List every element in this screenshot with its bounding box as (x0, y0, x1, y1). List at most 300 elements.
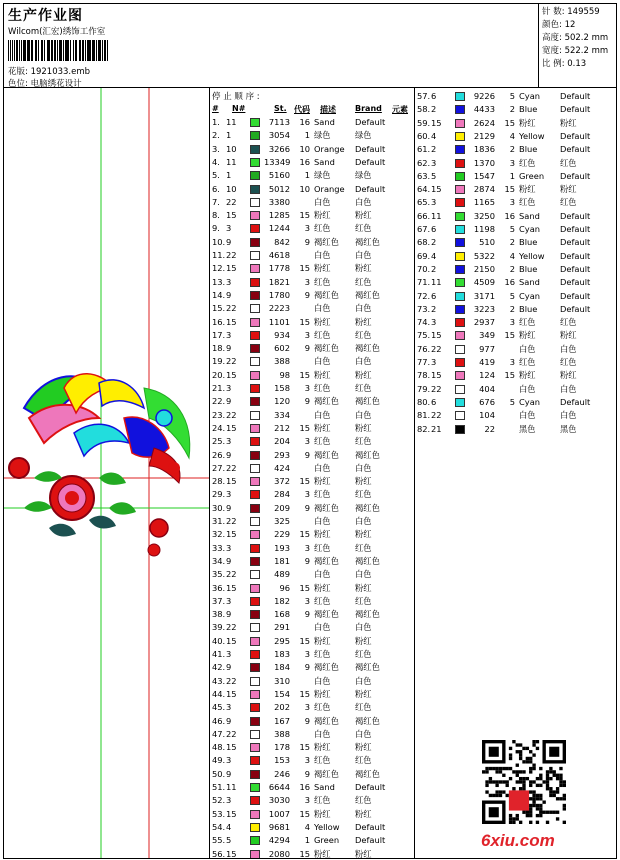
stop-number: 16. (212, 316, 226, 327)
qr-module (502, 790, 505, 793)
barcode-bar (19, 40, 20, 61)
stitch-count: 96 (279, 582, 290, 593)
color-description: Sand (314, 782, 335, 792)
qr-module (516, 814, 519, 817)
qr-module (542, 811, 545, 814)
color-description: 白色 (314, 569, 331, 580)
needle-number: 15 (226, 476, 237, 487)
barcode-bar (105, 40, 106, 61)
stop-row (417, 276, 617, 289)
color-description: 白色 (314, 356, 331, 367)
stitch-count: 388 (274, 356, 290, 367)
needle-number: 3 (226, 329, 232, 340)
color-brand: 褐红色 (355, 449, 380, 460)
needle-number: 10 (226, 183, 237, 194)
stop-row (212, 715, 412, 728)
color-description: 红色 (314, 223, 331, 234)
color-code: 15 (299, 369, 310, 380)
qr-module (519, 777, 522, 780)
color-brand: Default (355, 156, 386, 167)
stop-sequence-label: 停 止 顺 序 : (212, 92, 260, 102)
qr-module (519, 780, 522, 783)
qr-module (506, 784, 509, 787)
color-brand: 粉红 (560, 184, 577, 195)
qr-module (512, 817, 515, 820)
needle-number: 22 (226, 356, 237, 367)
color-code: 16 (299, 156, 310, 167)
stop-number: 50. (212, 768, 226, 779)
stop-row (212, 289, 412, 302)
qr-module (556, 787, 559, 790)
color-brand: 粉红 (560, 330, 577, 341)
stitch-count: 325 (274, 516, 290, 526)
color-swatch (250, 823, 260, 832)
color-brand: 红色 (355, 755, 372, 766)
color-brand: 白色 (560, 343, 577, 354)
color-brand: Default (355, 183, 386, 194)
qr-module (512, 787, 515, 790)
color-brand: Default (355, 782, 386, 792)
stop-row (417, 210, 617, 223)
color-code: 9 (304, 236, 310, 247)
stop-row (212, 276, 412, 289)
qr-module (536, 797, 539, 800)
color-swatch (250, 490, 260, 499)
stop-number: 25. (212, 436, 226, 447)
color-description: Sand (314, 117, 335, 127)
color-brand: 粉红 (355, 369, 372, 380)
stop-row (417, 329, 617, 342)
color-description: 粉红 (314, 369, 331, 380)
qr-finder (489, 807, 499, 817)
color-swatch (250, 756, 260, 765)
stop-row (212, 222, 412, 235)
color-description: 粉红 (314, 263, 331, 274)
color-swatch (250, 238, 260, 247)
stop-row (212, 116, 412, 129)
color-code: 2 (509, 144, 515, 155)
qr-module (529, 757, 532, 760)
color-swatch (250, 411, 260, 420)
qr-module (536, 784, 539, 787)
stop-row (212, 648, 412, 661)
stitch-count: 120 (274, 396, 290, 407)
stop-row (212, 794, 412, 807)
stitch-count: 181 (274, 555, 290, 566)
color-brand: 褐红色 (355, 236, 380, 247)
stop-number: 80. (417, 396, 431, 407)
qr-module (519, 750, 522, 753)
barcode (8, 40, 110, 61)
qr-module (509, 814, 512, 817)
color-code: 9 (304, 289, 310, 300)
qr-module (482, 770, 485, 773)
color-code: 15 (299, 316, 310, 327)
color-swatch (455, 371, 465, 380)
qr-module (539, 777, 542, 780)
stitch-count: 3030 (268, 795, 290, 806)
qr-module (532, 794, 535, 797)
color-description: 红色 (314, 755, 331, 766)
qr-module (502, 774, 505, 777)
qr-module (539, 804, 542, 807)
stitch-count: 3223 (473, 303, 495, 314)
stitch-count: 6644 (268, 782, 290, 792)
qr-module (539, 774, 542, 777)
color-code: 15 (504, 117, 515, 128)
color-swatch (250, 783, 260, 792)
color-brand: 粉红 (355, 476, 372, 487)
color-swatch (455, 185, 465, 194)
stop-row (212, 355, 412, 368)
needle-number: 11 (226, 782, 237, 792)
stop-row (212, 555, 412, 568)
qr-module (485, 780, 488, 783)
qr-module (502, 767, 505, 770)
qr-module (519, 753, 522, 756)
color-swatch (250, 637, 260, 646)
needle-number: 5 (431, 170, 437, 181)
qr-module (539, 767, 542, 770)
needle-number: 15 (431, 370, 442, 381)
color-code: 4 (304, 821, 310, 832)
qr-module (532, 767, 535, 770)
color-code: 9 (304, 343, 310, 354)
stitch-count: 842 (274, 236, 290, 247)
stop-row (212, 515, 412, 528)
qr-module (532, 764, 535, 767)
color-swatch (455, 345, 465, 354)
color-code: 3 (509, 317, 515, 328)
stop-row (417, 409, 617, 422)
color-swatch (250, 623, 260, 632)
qr-module (553, 770, 556, 773)
qr-module (522, 787, 525, 790)
needle-number: 22 (431, 410, 442, 421)
color-brand: 红色 (355, 436, 372, 447)
needle-number: 9 (226, 289, 232, 300)
qr-module (522, 777, 525, 780)
color-brand: 红色 (560, 357, 577, 367)
stitch-count: 3171 (473, 290, 495, 301)
qr-module (542, 780, 545, 783)
qr-module (539, 811, 542, 814)
stitch-count: 349 (479, 330, 495, 341)
stop-number: 65. (417, 197, 431, 208)
stop-number: 9. (212, 223, 220, 234)
stop-number: 26. (212, 449, 226, 460)
barcode-bar (24, 40, 25, 61)
stitch-count: 1007 (268, 808, 290, 819)
color-swatch (250, 278, 260, 287)
stop-row (212, 462, 412, 475)
qr-module (563, 821, 566, 824)
stitch-count: 178 (274, 742, 290, 753)
color-swatch (455, 198, 465, 207)
stitch-count: 1285 (268, 210, 290, 221)
color-description: 白色 (314, 675, 331, 686)
barcode-bar (48, 40, 50, 61)
color-code: 15 (299, 808, 310, 819)
color-description: Blue (519, 303, 538, 314)
color-description: 红色 (314, 595, 331, 606)
color-swatch (250, 717, 260, 726)
color-code: 5 (509, 396, 515, 407)
color-code: 10 (299, 143, 310, 154)
qr-module (519, 770, 522, 773)
color-code: 15 (299, 742, 310, 753)
color-brand: 红色 (355, 383, 372, 393)
needle-number: 15 (226, 316, 237, 327)
color-count: 颜色: 12 (542, 20, 576, 30)
color-description: 红色 (519, 317, 536, 328)
qr-module (499, 794, 502, 797)
barcode-bar (87, 40, 88, 61)
qr-module (556, 790, 559, 793)
needle-number: 4 (226, 821, 232, 832)
stop-row (212, 661, 412, 674)
stop-number: 61. (417, 144, 431, 155)
stop-row (417, 250, 617, 263)
color-swatch (250, 544, 260, 553)
color-code: 3 (304, 383, 310, 393)
color-description: 粉红 (314, 688, 331, 699)
needle-number: 11 (431, 210, 442, 221)
color-description: 黑色 (519, 423, 536, 434)
qr-module (542, 800, 545, 803)
color-swatch (455, 358, 465, 367)
stitch-count: 2624 (473, 117, 495, 128)
needle-number: 3 (226, 795, 232, 806)
qr-module (532, 790, 535, 793)
qr-module (519, 787, 522, 790)
needle-number: 9 (226, 662, 232, 673)
stop-number: 58. (417, 104, 431, 115)
color-swatch (455, 425, 465, 434)
stop-number: 30. (212, 502, 226, 513)
qr-module (546, 774, 549, 777)
color-description: 粉红 (314, 848, 331, 859)
color-brand: 红色 (355, 542, 372, 553)
stitch-count: 404 (479, 383, 495, 394)
stop-row (212, 528, 412, 541)
needle-number: 21 (431, 423, 442, 434)
color-swatch (250, 331, 260, 340)
stop-number: 7. (212, 196, 220, 207)
stop-number: 17. (212, 329, 226, 340)
stitch-count: 2223 (268, 303, 290, 314)
qr-module (519, 821, 522, 824)
barcode-bar (82, 40, 83, 61)
stop-number: 23. (212, 409, 226, 420)
barcode-bar (44, 40, 45, 61)
color-brand: 褐红色 (355, 289, 380, 300)
qr-module (536, 747, 539, 750)
color-code: 3 (304, 795, 310, 806)
color-swatch (250, 477, 260, 486)
stitch-count: 4618 (268, 250, 290, 260)
qr-code-image (482, 740, 566, 824)
color-brand: Default (560, 224, 591, 234)
column-divider-2 (414, 88, 415, 859)
barcode-bar (63, 40, 64, 61)
color-code: 9 (304, 768, 310, 779)
color-description: 白色 (314, 622, 331, 633)
color-brand: 粉红 (355, 529, 372, 540)
stop-row (212, 688, 412, 701)
barcode-bar (42, 40, 43, 61)
color-description: 褐红色 (314, 396, 339, 407)
qr-module (526, 760, 529, 763)
color-description: 红色 (519, 157, 536, 168)
color-description: 褐红色 (314, 609, 339, 620)
stop-number: 77. (417, 357, 431, 367)
qr-module (529, 790, 532, 793)
stitch-count: 510 (479, 237, 495, 248)
stop-number: 74. (417, 317, 431, 328)
qr-module (559, 767, 562, 770)
qr-module (509, 821, 512, 824)
stop-number: 13. (212, 276, 226, 287)
stitch-count: 1370 (473, 157, 495, 168)
qr-module (536, 740, 539, 743)
qr-module (519, 757, 522, 760)
stop-row (212, 542, 412, 555)
color-brand: 红色 (355, 489, 372, 500)
qr-module (559, 784, 562, 787)
color-swatch (250, 424, 260, 433)
stop-number: 57. (417, 91, 431, 101)
color-description: 红色 (314, 276, 331, 287)
stop-number: 62. (417, 157, 431, 168)
stop-row (212, 129, 412, 142)
stop-number: 22. (212, 396, 226, 407)
color-code: 15 (504, 330, 515, 341)
color-description: 粉红 (314, 422, 331, 433)
color-brand: Default (560, 396, 591, 407)
color-swatch (455, 212, 465, 221)
color-swatch (455, 265, 465, 274)
production-sheet (3, 3, 617, 859)
stop-number: 75. (417, 330, 431, 341)
color-swatch (250, 397, 260, 406)
qr-module (512, 770, 515, 773)
stop-number: 35. (212, 569, 226, 580)
needle-number: 9 (226, 768, 232, 779)
barcode-bar (107, 40, 108, 61)
needle-number: 6 (431, 290, 437, 301)
barcode-bar (76, 40, 77, 61)
qr-module (522, 811, 525, 814)
stop-number: 24. (212, 422, 226, 433)
needle-number: 9 (226, 555, 232, 566)
stop-number: 10. (212, 236, 226, 247)
stop-number: 79. (417, 383, 431, 394)
color-description: 红色 (314, 702, 331, 713)
qr-module (529, 760, 532, 763)
needle-number: 3 (226, 276, 232, 287)
barcode-bar (102, 40, 103, 61)
color-description: 粉红 (314, 476, 331, 487)
qr-module (489, 777, 492, 780)
design-stats (538, 4, 616, 88)
stop-row (212, 621, 412, 634)
stop-number: 3. (212, 143, 220, 154)
color-swatch (250, 224, 260, 233)
header-stitches: St. (274, 104, 287, 113)
stop-row (417, 103, 617, 116)
barcode-bar (29, 40, 30, 61)
stop-row (212, 395, 412, 408)
stop-row (417, 130, 617, 143)
color-description: 褐红色 (314, 715, 339, 726)
color-brand: 粉红 (355, 742, 372, 753)
qr-module (546, 784, 549, 787)
stop-number: 12. (212, 263, 226, 274)
qr-code (482, 740, 566, 824)
qr-module (529, 797, 532, 800)
stitch-count: 104 (479, 410, 495, 421)
qr-finder (549, 747, 559, 757)
needle-number: 15 (226, 529, 237, 540)
color-code: 1 (304, 835, 310, 846)
color-brand: 白色 (355, 356, 372, 367)
stop-row (212, 608, 412, 621)
stitch-count: 2129 (473, 130, 495, 141)
color-brand: 褐红色 (355, 502, 380, 513)
qr-module (546, 777, 549, 780)
qr-module (499, 790, 502, 793)
stop-number: 32. (212, 529, 226, 540)
qr-module (495, 767, 498, 770)
qr-module (563, 804, 566, 807)
phoenix-peony-design (4, 88, 209, 859)
color-code: 15 (299, 529, 310, 540)
qr-module (556, 777, 559, 780)
needle-number: 6 (431, 224, 437, 234)
stop-row (212, 475, 412, 488)
stop-row (417, 356, 617, 369)
stop-row (417, 383, 617, 396)
qr-module (526, 757, 529, 760)
qr-module (522, 770, 525, 773)
stitch-count: 424 (274, 462, 290, 473)
stop-row (212, 435, 412, 448)
stitch-count: 184 (274, 662, 290, 673)
color-brand: 红色 (560, 317, 577, 328)
needle-number: 2 (431, 263, 437, 274)
color-swatch (250, 158, 260, 167)
color-code: 3 (509, 157, 515, 168)
qr-module (556, 817, 559, 820)
color-brand: Default (560, 210, 591, 221)
needle-number: 22 (226, 569, 237, 580)
color-swatch (250, 384, 260, 393)
needle-number: 4 (431, 130, 437, 141)
color-description: 粉红 (519, 370, 536, 381)
color-swatch (455, 238, 465, 247)
stop-number: 54. (212, 821, 226, 832)
stop-number: 76. (417, 343, 431, 354)
qr-module (563, 794, 566, 797)
color-code: 9 (304, 715, 310, 726)
stitch-count: 183 (274, 649, 290, 659)
color-brand: Default (560, 263, 591, 274)
stitch-count: 22 (484, 423, 495, 434)
barcode-bar (88, 40, 90, 61)
stitch-count: 158 (274, 383, 290, 393)
stop-row (212, 502, 412, 515)
